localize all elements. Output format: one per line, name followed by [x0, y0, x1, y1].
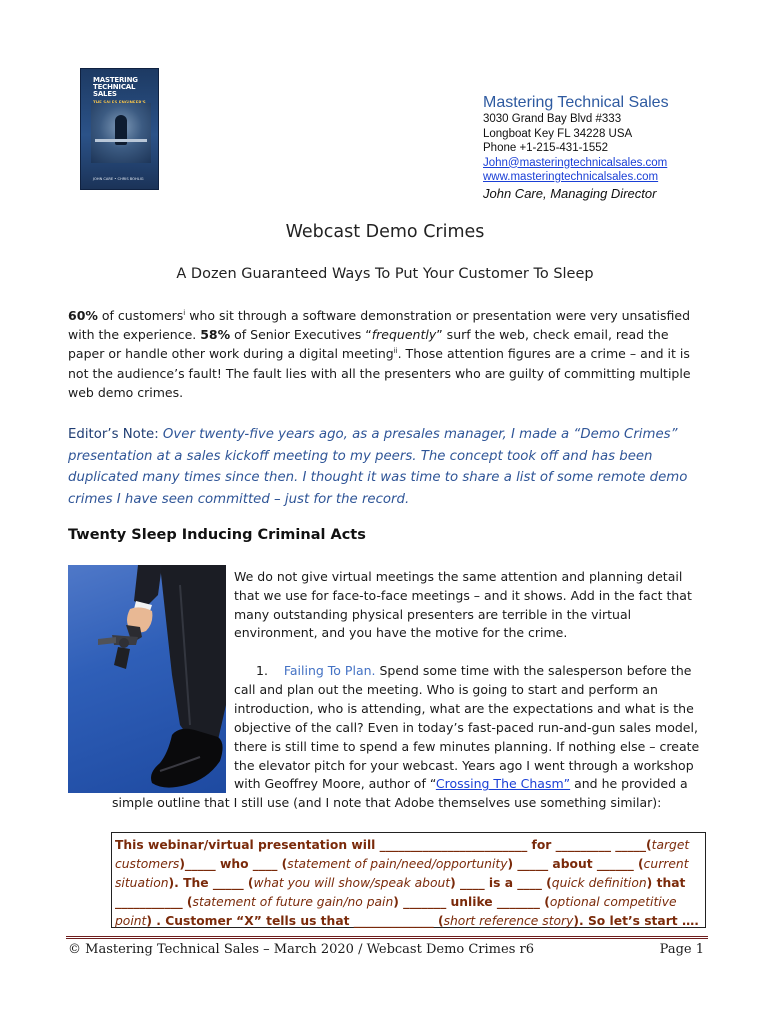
intro-paragraph: 60% of customers$^i$ who sit through a software demonstration or presentation were very unsatisfied with the experience. 58% of Senior Executives “frequently” surf the web, check email, read the paper or handle other work during a digital meeting$^{ii}$. Those attention figures are a crime – and it is not the audience’s fault! The fault lies with all the presenters who are guilty of committing multiple web demo crimes.	[68, 308, 691, 400]
body-intro-paragraph: We do not give virtual meetings the same attention and planning detail that we use for face-to-face meetings – and it shows. Add in the fact that many outstanding physical presenters are terrible in the virtual environment, and you have the motive for the crime.	[234, 569, 692, 641]
hand-with-gun-photo	[68, 565, 226, 793]
cover-title-line1: MASTERING	[93, 76, 138, 84]
document-subtitle: A Dozen Guaranteed Ways To Put Your Customer To Sleep	[176, 266, 594, 282]
cover-illustration	[91, 103, 151, 163]
footer-text: © Mastering Technical Sales – March 2020 / Webcast Demo Crimes r6	[68, 942, 534, 957]
address-line-1: 3030 Grand Bay Blvd #333	[483, 113, 622, 125]
footnote-ref-2[interactable]: ii	[393, 347, 398, 356]
crime-item-1: 1. Failing To Plan. Spend some time with the salesperson before the call and plan out the meeting. Who is going to start and perform an introduction, who is attending, what are the expectations and what is the objective of the call? Even in today’s fast-paced run-and-gun sales model, there is still time to spend a few minutes planning. If nothing else – create the elevator pitch for your webcast. Years ago I went through a workshop with Geoffrey Moore, author of “Crossing The Chasm” and he provided a simple outline that I still use (and I note that Adobe themselves use something similar):	[234, 662, 706, 813]
page-number: Page 1	[659, 942, 704, 957]
document-title: Webcast Demo Crimes	[285, 222, 485, 242]
letterhead	[483, 93, 669, 202]
website-link[interactable]: www.masteringtechnicalsales.com	[483, 171, 659, 183]
contact-name: John Care, Managing Director	[483, 185, 657, 201]
section-heading: Twenty Sleep Inducing Criminal Acts	[68, 527, 366, 543]
item-number: 1.	[256, 663, 268, 678]
cover-authors: JOHN CARE • CHRIS BOHLIG	[93, 177, 144, 181]
cover-title-line2: TECHNICAL SALES	[93, 83, 136, 98]
address-line-2: Longboat Key FL 34228 USA	[483, 127, 633, 140]
editors-note	[68, 424, 708, 510]
crossing-the-chasm-link[interactable]: Crossing The Chasm”	[435, 776, 571, 792]
editors-note-label: Editor’s Note:	[68, 427, 163, 442]
org-name: Mastering Technical Sales	[483, 94, 669, 111]
phone-number: Phone +1-215-431-1552	[483, 142, 609, 154]
elevator-pitch-template-box	[111, 832, 706, 928]
email-link[interactable]: John@masteringtechnicalsales.com	[483, 156, 668, 169]
footnote-ref-1[interactable]: i	[183, 308, 186, 317]
item-continuation: simple outline that I still use (and I note that Adobe themselves use something similar):	[112, 795, 662, 811]
item-heading: Failing To Plan.	[283, 663, 376, 678]
editors-note-text: Over twenty-five years ago, as a presales manager, I made a “Demo Crimes” presentation at a sales kickoff meeting to my peers. The concept took off and has been duplicated many times since then. I thought it was time to share a list of some remote demo crimes I have seen committed – just for the record.	[68, 427, 688, 507]
template-text: This webinar/virtual presentation will ________________________ for _________ _____(target customers)_____ who ____ (statement of pain/need/opportunity) _____ about ______ (current situation). The _____ (what you will show/speak about) ____ is a ____ (quick definition) that ___________ (statement of future gain/no pain) _______ unlike _______ (optional competitive point) . Customer “X” tells us that _____________ (short reference story). So let’s start ….	[115, 838, 699, 929]
footer-divider	[66, 936, 708, 939]
book-cover-image	[80, 68, 159, 190]
